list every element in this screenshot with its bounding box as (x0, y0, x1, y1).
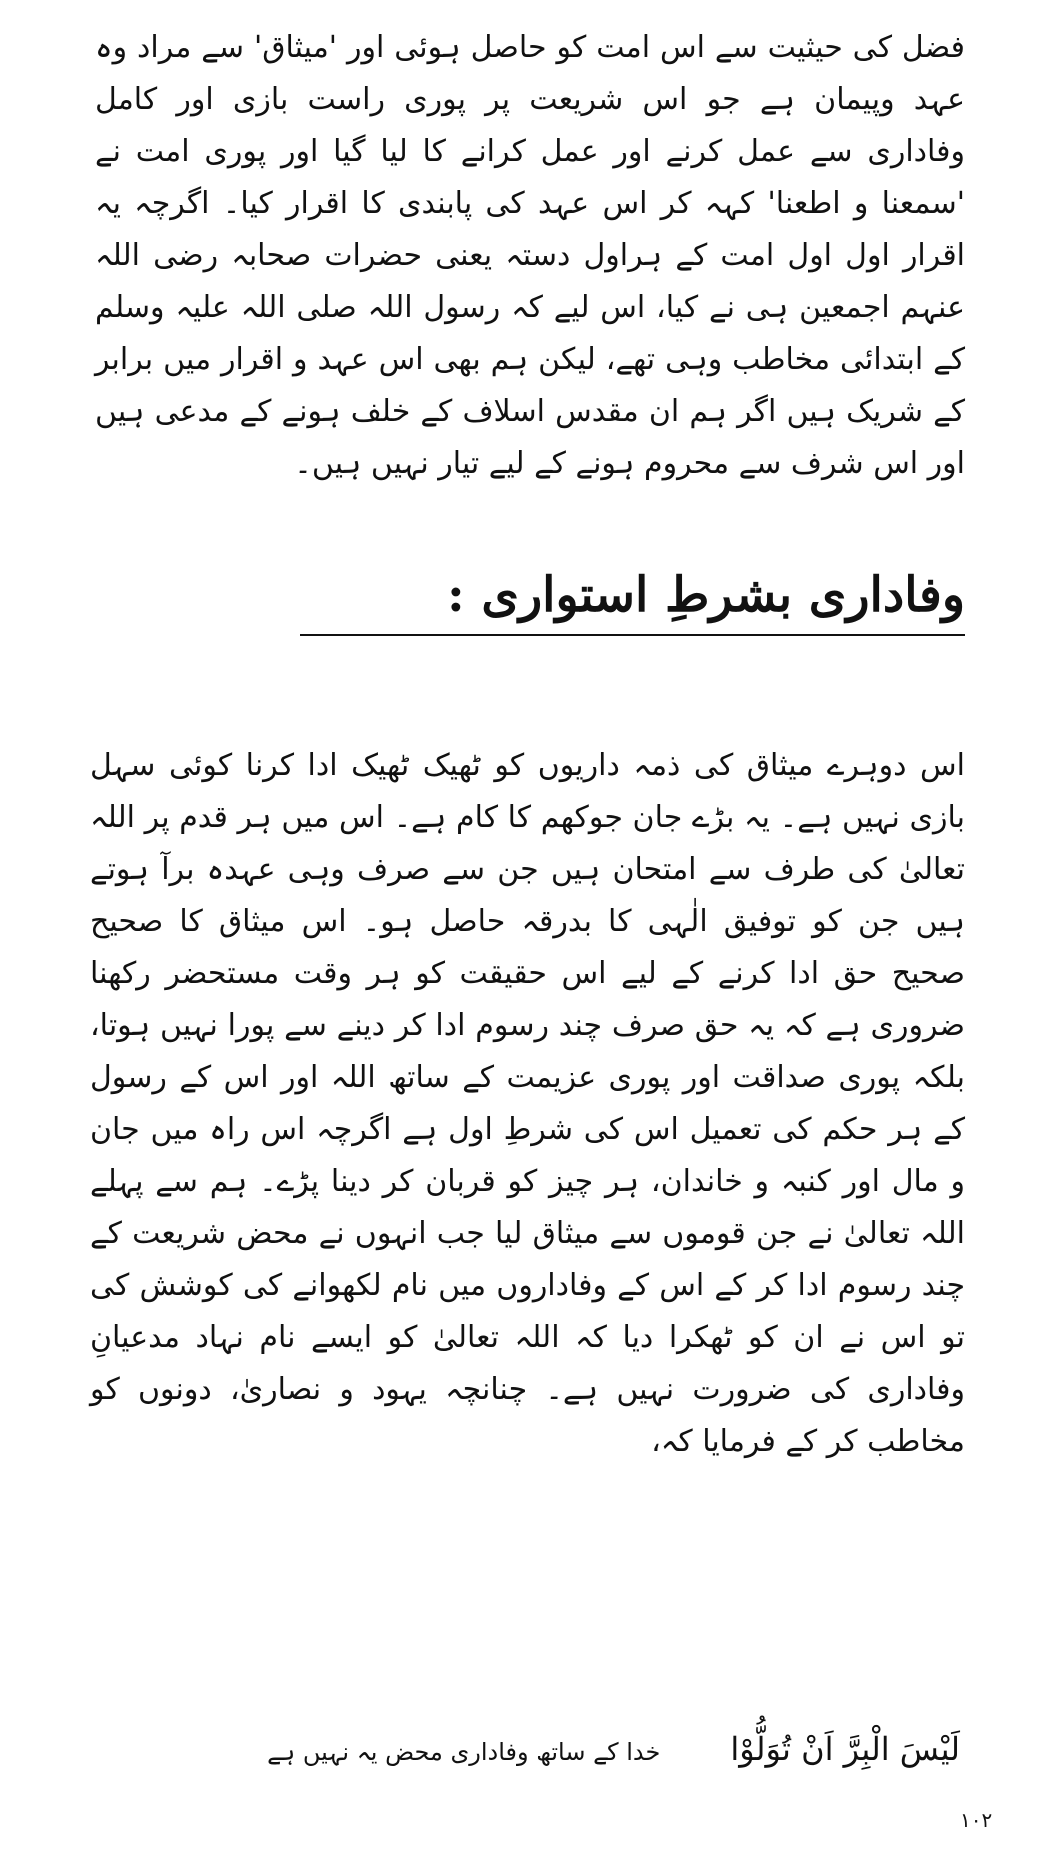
page-number: ۱۰۲ (960, 1808, 993, 1832)
paragraph-intro: فضل کی حیثیت سے اس امت کو حاصل ہوئی اور 'میثاق' سے مراد وہ عہد وپیمان ہے جو اس شریعت پر پوری راست بازی اور کامل وفاداری سے عمل کرنے اور عمل کرانے کا لیا گیا اور پوری امت نے 'سمعنا و اطعنا' کہہ کر اس عہد کی پابندی کا اقرار کیا۔ اگرچہ یہ اقرار اول اول امت کے ہراول دستہ یعنی حضرات صحابہ رضی اللہ عنہم اجمعین ہی نے کیا، اس لیے کہ رسول اللہ صلی اللہ علیہ وسلم کے ابتدائی مخاطب وہی تھے، لیکن ہم بھی اس عہد و اقرار میں برابر کے شریک ہیں اگر ہم ان مقدس اسلاف کے خلف ہونے کے مدعی ہیں اور اس شرف سے محروم ہونے کے لیے تیار نہیں ہیں۔ (95, 30, 966, 481)
quote-translation: خدا کے ساتھ وفاداری محض یہ نہیں ہے (267, 1738, 661, 1766)
section-heading: وفاداری بشرطِ استواری : (446, 567, 965, 623)
quranic-quote (160, 1730, 960, 1768)
quote-arabic: لَيْسَ الْبِرَّ اَنْ تُوَلُّوْا (730, 1730, 960, 1768)
paragraph-body: اس دوہرے میثاق کی ذمہ داریوں کو ٹھیک ٹھیک ادا کرنا کوئی سہل بازی نہیں ہے۔ یہ بڑے جان جوکھم کا کام ہے۔ اس میں ہر قدم پر اللہ تعالیٰ کی طرف سے امتحان ہیں جن سے صرف وہی عہدہ برآ ہوتے ہیں جن کو توفیق الٰہی کا بدرقہ حاصل ہو۔ اس میثاق کا صحیح صحیح حق ادا کرنے کے لیے اس حقیقت کو ہر وقت مستحضر رکھنا ضروری ہے کہ یہ حق صرف چند رسوم ادا کر دینے سے پورا نہیں ہوتا، بلکہ پوری صداقت اور پوری عزیمت کے ساتھ اللہ اور اس کے رسول کے ہر حکم کی تعمیل اس کی شرطِ اول ہے اگرچہ اس راہ میں جان و مال اور کنبہ و خاندان، ہر چیز کو قربان کر دینا پڑے۔ ہم سے پہلے اللہ تعالیٰ نے جن قوموں سے میثاق لیا جب انہوں نے محض شریعت کے چند رسوم ادا کر کے اس کے وفاداروں میں نام لکھوانے کی کوشش کی تو اس نے ان کو ٹھکرا دیا کہ اللہ تعالیٰ کو ایسے نام نہاد مدعیانِ وفاداری کی ضرورت نہیں ہے۔ چنانچہ یہود و نصاریٰ، دونوں کو مخاطب کر کے فرمایا کہ، (90, 748, 965, 1459)
heading-underline (300, 634, 965, 636)
section-heading-block (300, 560, 965, 636)
